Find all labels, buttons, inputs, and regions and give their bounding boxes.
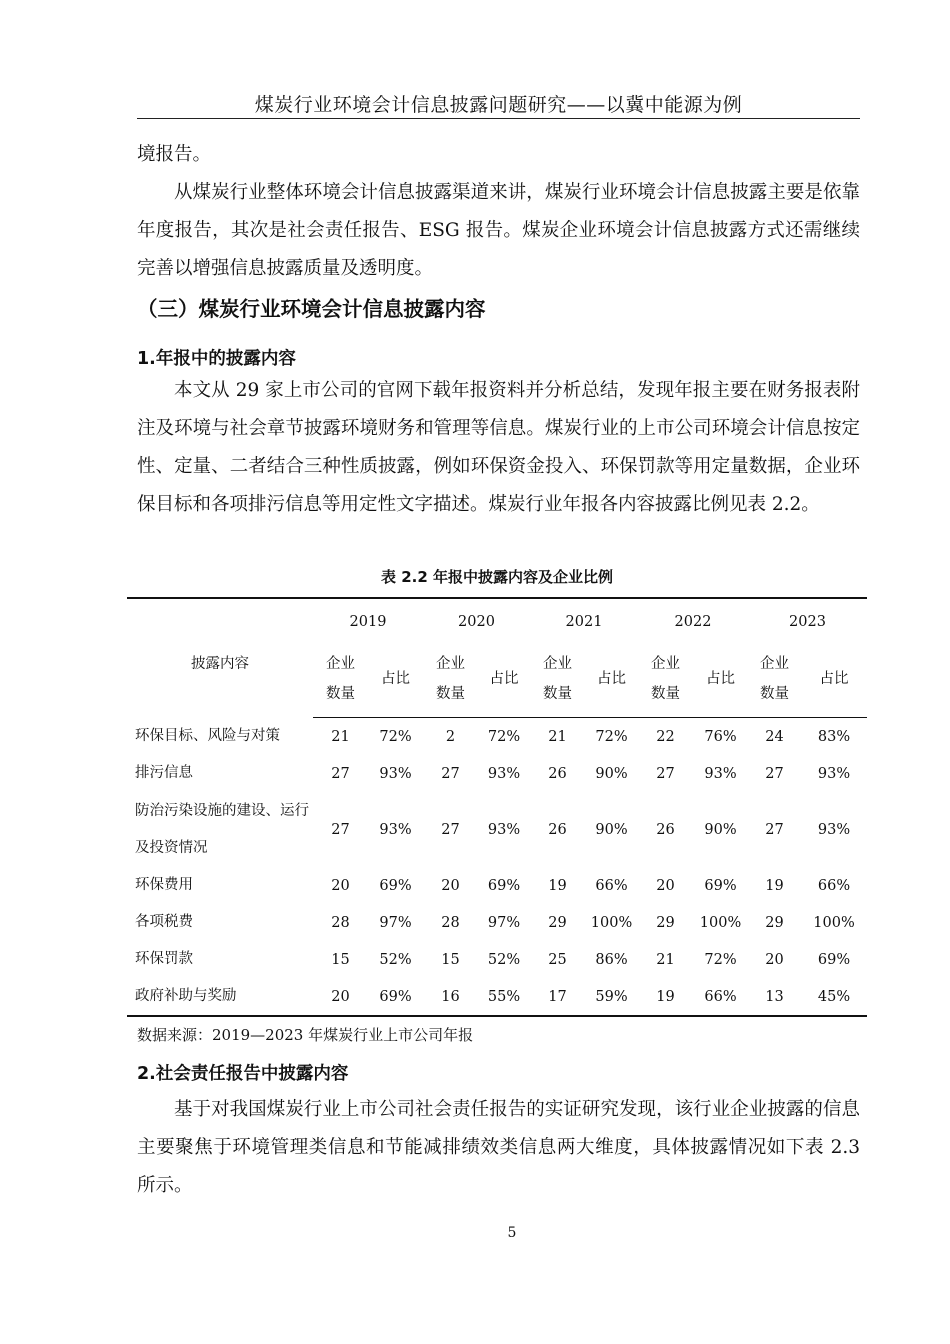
page-number: 5 — [507, 1225, 517, 1241]
table-row — [127, 755, 867, 792]
row-label: 政府补助与奖励 — [127, 978, 313, 1016]
cell: 93% — [379, 765, 412, 782]
cell: 21 — [656, 951, 675, 968]
count-header: 企业 数量 — [313, 641, 368, 718]
cell: 15 — [441, 951, 460, 968]
cell: 16 — [423, 978, 478, 1016]
table-row — [127, 941, 867, 978]
cell: 21 — [548, 728, 567, 745]
ratio-header: 占比 — [368, 641, 423, 718]
table-row — [127, 867, 867, 904]
subsection-heading-annual-report: 1.年报中的披露内容 — [137, 349, 296, 369]
cell: 86% — [595, 951, 628, 968]
cell: 66% — [595, 877, 628, 894]
cell: 93% — [817, 821, 851, 838]
cell: 100% — [699, 914, 742, 931]
cell: 93% — [487, 765, 521, 782]
paragraph-csr-report: 基于对我国煤炭行业上市公司社会责任报告的实证研究发现，该行业企业披露的信息主要聚焦于环境管理类信息和节能减排绩效类信息两大维度，具体披露情况如下表 2.3 所示。 — [137, 1099, 860, 1196]
cell: 72% — [487, 728, 521, 745]
row-label: 环保目标、风险与对策 — [135, 727, 280, 744]
ratio-header: 占比 — [693, 641, 748, 718]
cell: 15 — [331, 951, 350, 968]
cell: 72% — [595, 728, 628, 745]
year-header: 2020 — [423, 598, 530, 641]
cell: 27 — [331, 765, 350, 782]
cell: 29 — [656, 914, 675, 931]
cell: 21 — [331, 728, 350, 745]
cell: 25 — [548, 951, 567, 968]
count-header: 企业 数量 — [423, 641, 478, 718]
cell: 76% — [704, 728, 737, 745]
row-label: 环保罚款 — [135, 951, 193, 967]
cell: 93% — [817, 765, 851, 782]
count-header: 企业 数量 — [638, 641, 693, 718]
disclosure-table — [127, 597, 867, 1017]
cell: 97% — [487, 914, 521, 931]
cell: 27 — [331, 821, 350, 838]
paragraph-continuation: 境报告。 — [137, 144, 212, 165]
cell: 66% — [693, 978, 748, 1016]
cell: 59% — [585, 978, 638, 1016]
cell: 72% — [379, 728, 412, 745]
cell: 29 — [548, 914, 567, 931]
cell: 52% — [487, 951, 521, 968]
cell: 66% — [817, 877, 851, 894]
cell: 20 — [441, 877, 460, 894]
cell: 72% — [704, 951, 737, 968]
cell: 93% — [487, 821, 521, 838]
cell: 2 — [445, 728, 456, 745]
cell: 100% — [813, 914, 855, 931]
cell: 69% — [487, 877, 521, 894]
cell: 13 — [748, 978, 801, 1016]
year-header: 2019 — [313, 598, 423, 641]
ratio-header: 占比 — [478, 641, 530, 718]
cell: 26 — [656, 821, 675, 838]
cell: 22 — [656, 728, 675, 745]
cell: 52% — [379, 951, 412, 968]
table-row — [127, 904, 867, 941]
cell: 45% — [801, 978, 867, 1016]
table-row — [127, 718, 867, 756]
cell: 28 — [441, 914, 460, 931]
cell: 69% — [379, 877, 412, 894]
row-label: 排污信息 — [135, 765, 193, 781]
table-row — [127, 978, 867, 1016]
cell: 20 — [313, 978, 368, 1016]
table-row — [127, 792, 867, 867]
year-header: 2023 — [748, 598, 867, 641]
ratio-header: 占比 — [585, 641, 638, 718]
cell: 20 — [765, 951, 784, 968]
cell: 24 — [765, 728, 784, 745]
section-heading: （三）煤炭行业环境会计信息披露内容 — [137, 297, 486, 321]
cell: 93% — [704, 765, 737, 782]
cell: 17 — [530, 978, 585, 1016]
cell: 27 — [656, 765, 675, 782]
cell: 29 — [765, 914, 784, 931]
cell: 27 — [765, 821, 784, 838]
header-rule — [137, 118, 860, 119]
cell: 27 — [765, 765, 784, 782]
cell: 93% — [379, 821, 412, 838]
table-source-note: 数据来源：2019—2023 年煤炭行业上市公司年报 — [137, 1026, 474, 1044]
year-header: 2022 — [638, 598, 748, 641]
cell: 69% — [368, 978, 423, 1016]
count-header: 企业 数量 — [748, 641, 801, 718]
cell: 27 — [441, 821, 460, 838]
cell: 90% — [595, 765, 628, 782]
cell: 20 — [331, 877, 350, 894]
paragraph-disclosure-channels: 从煤炭行业整体环境会计信息披露渠道来讲，煤炭行业环境会计信息披露主要是依靠年度报告，其次是社会责任报告、ESG 报告。煤炭企业环境会计信息披露方式还需继续完善以增强信息披露质量及透明度。 — [137, 182, 860, 279]
subsection-heading-csr-report: 2.社会责任报告中披露内容 — [137, 1064, 349, 1084]
cell: 90% — [704, 821, 737, 838]
paragraph-annual-report: 本文从 29 家上市公司的官网下载年报资料并分析总结，发现年报主要在财务报表附注及环境与社会章节披露环境财务和管理等信息。煤炭行业的上市公司环境会计信息按定性、定量、二者结合三种性质披露，例如环保资金投入、环保罚款等用定量数据，企业环保目标和各项排污信息等用定性文字描述。煤炭行业年报各内容披露比例见表 2.2。 — [137, 380, 860, 515]
cell: 28 — [331, 914, 350, 931]
table-caption: 表 2.2 年报中披露内容及企业比例 — [380, 568, 614, 586]
running-header: 煤炭行业环境会计信息披露问题研究——以冀中能源为例 — [254, 94, 743, 116]
cell: 69% — [704, 877, 737, 894]
cell: 26 — [548, 821, 567, 838]
cell: 19 — [548, 877, 567, 894]
cell: 55% — [478, 978, 530, 1016]
row-label: 环保费用 — [135, 877, 193, 893]
cell: 90% — [595, 821, 628, 838]
count-header: 企业 数量 — [530, 641, 585, 718]
row-label: 各项税费 — [135, 914, 193, 930]
cell: 83% — [817, 728, 851, 745]
table-corner-header: 披露内容 — [127, 598, 313, 718]
cell: 26 — [548, 765, 567, 782]
cell: 100% — [590, 914, 633, 931]
row-label: 防治污染设施的建设、运行及投资情况 — [135, 802, 309, 856]
year-header: 2021 — [530, 598, 638, 641]
cell: 19 — [638, 978, 693, 1016]
ratio-header: 占比 — [801, 641, 867, 718]
cell: 27 — [441, 765, 460, 782]
cell: 97% — [379, 914, 412, 931]
cell: 20 — [656, 877, 675, 894]
cell: 19 — [765, 877, 784, 894]
cell: 69% — [817, 951, 851, 968]
